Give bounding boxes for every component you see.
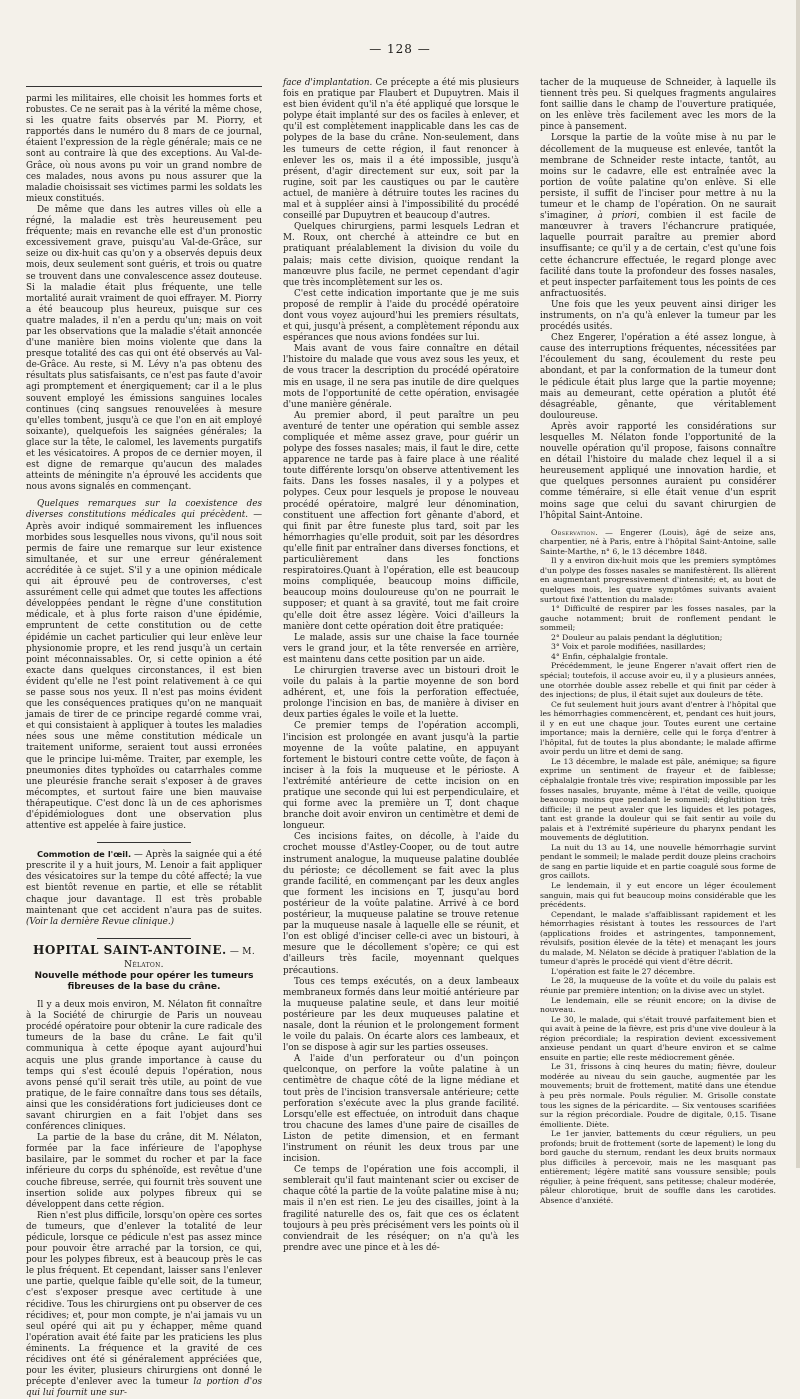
observation-paragraph: Ce fut seulement huit jours avant d'entrer à l'hôpital que les hémorrhagies commencèrent, et, pendant ces huit jours, il y en eut une chaque jour. Toutes eurent une certaine importance; mais la dernière, celle qui le força d'entrer à l'hôpital, fut de toutes la plus abondante; le malade affirme avoir perdu un litre et demi de sang. xyxy=(540,699,776,757)
observation-paragraph: Le lendemain, il y eut encore un léger écoulement sanguin, mais qui fut beaucoup moins considérable que les précédents. xyxy=(540,880,776,910)
column-3 xyxy=(540,78,777,1206)
text-run: — Après avoir indiqué sommairement les influences morbides sous lesquelles nous vivons, qu'il nous soit permis de faire une remarque sur leur existence simultanée, et sur une erreur généralement accréditée à ce sujet. S'il y a une opinion médicale qui ait éprouvé peu de controverses, c'est assurément celle qui admet que toutes les affections développées pendant le règne d'une constitution médicale, et à plus forte raison d'une épidémie, empruntent de cette constitution ou de cette épidémie un cachet particulier qui leur enlève leur physionomie propre, et les rend jusqu'à un certain point méconnaissables. Or, si cette opinion a été exacte dans quelques circonstances, il est bien évident qu'elle ne l'est point relativement à ce qui se passe sous nos yeux. Il n'est pas moins évident que les conséquences pratiques qu'on ne manquait jamais de tirer de ce principe regardé comme vrai, et qui consistaient à appliquer à toutes les maladies nées sous une même constitution médicale un traitement uniforme, seraient tout aussi erronées que le principe lui-même. Traiter, par exemple, les pneumonies dites typhoïdes ou catarrhales comme une pleurésie franche serait s'exposer à de graves mécomptes, et surtout faire une bien mauvaise thérapeutique. C'est donc là un de ces aphorismes d'épidémiologues dont une observation plus attentive est appelée à faire justice. xyxy=(26,510,262,832)
observation-paragraph: Cependant, le malade s'affaiblissant rapidement et les hémorrhagies résistant à toutes les ressources de l'art (applications froides et astringentes, tamponnement, révulsifs, position élevée de la tête) et menaçant les jours du malade, M. Nélaton se décide à pratiquer l'ablation de la tumeur d'après le procédé qui vient d'être décrit. xyxy=(540,909,776,967)
italic-run: à priori xyxy=(597,211,637,222)
paragraph: Quelques chirurgiens, parmi lesquels Ledran et M. Roux, ont cherché à atteindre ce but en pratiquant préalablement la division du voile du palais; mais cette division, quoique rendant la manœuvre plus facile, ne permet cependant d'agir que très incomplètement sur les os. xyxy=(283,222,519,288)
symptom-item: 3° Voix et parole modifiées, nasillardes; xyxy=(551,642,706,652)
symptom-item: 1° Difficulté de respirer par les fosses nasales, par la gauche notamment; bruit de ronflement pendant le sommeil; xyxy=(540,604,776,633)
text-run: Ce précepte a été mis plusieurs fois en pratique par Flaubert et Dupuytren. Mais il est bien évident qu'il n'a été appliqué que lorsque le polype était implanté sur des os faciles à enlever, et qu'il est complètement inapplicable dans les cas de polypes de la base du crâne. Non-seulement, dans les tumeurs de cette région, il faut renoncer à enlever les os, mais il a été impossible, jusqu'à présent, d'agir directement sur eux, soit par la rugine, soit par les caustiques ou par le cautère actuel, de manière à détruire toutes les racines du mal et à suppléer ainsi à l'impossibilité du procédé conseillé par Dupuytren et beaucoup d'autres. xyxy=(283,78,519,222)
paragraph xyxy=(26,499,262,832)
hospital-title: HOPITAL SAINT-ANTOINE. xyxy=(33,942,227,957)
italic-run: Quelques remarques sur la coexistence des diverses constitutions médicales qui précèdent. xyxy=(26,499,262,521)
eye-paragraph xyxy=(26,849,262,928)
observation-paragraph: Il y a environ dix-huit mois que les premiers symptômes d'un polype des fosses nasales se manifestèrent. Ils allèrent en augmentant progressivement d'intensité; et, au bout de quelques mois, les quatre symptômes suivants avaient surtout fixé l'attention du malade: xyxy=(540,556,776,604)
observation-paragraph: Le 28, la muqueuse de la voûte et du voile du palais est réunie par première intention; on la divise avec un stylet. xyxy=(540,976,776,995)
paragraph: Ce temps de l'opération une fois accompli, il semblerait qu'il faut maintenant scier ou exciser de chaque côté la partie de la voûte palatine mise à nu; mais il n'en est rien. Le jeu des cisailles, joint à la fragilité naturelle des os, fait que ces os éclatent toujours à peu près précisément vers les points où il conviendrait de les réséquer; on n'a qu'à les prendre avec une pince et à les dé- xyxy=(283,1165,519,1253)
text-run: — Après la saignée qui a été prescrite il y a huit jours, M. Lenoir a fait appliquer des vésicatoires sur la tempe du côté affecté; la vue est bientôt revenue en partie, et elle se rétablit chaque jour davantage. Il est très probable maintenant que cet accident n'aura pas de suites. xyxy=(26,850,263,916)
paragraph xyxy=(540,133,776,299)
paragraph: De même que dans les autres villes où elle a régné, la maladie est très heureusement peu fréquente; mais en revanche elle est d'un pronostic excessivement grave, puisqu'au Val-de-Grâce, sur seize ou dix-huit cas qu'on y a observés depuis deux mois, deux seulement sont guéris, et trois ou quatre se trouvent dans une convalescence assez douteuse. Si la maladie était plus fréquente, une telle mortalité aurait vraiment de quoi effrayer. M. Piorry a été beaucoup plus heureux, puisque sur ces quatre malades, il n'en a perdu qu'un; mais on voit par les observations que la maladie s'était annoncée d'une manière bien moins violente que dans la presque totalité des cas qui ont été observés au Val-de-Grâce. Au reste, si M. Lévy n'a pas obtenu des résultats plus satisfaisants, ce n'est pas faute d'avoir agi promptement et énergiquement; car il a le plus souvent employé les émissions sanguines locales continues (cinq sangsues renouvelées à mesure qu'elles tombent, jusqu'à ce que l'on en ait employé soixante), quelquefois les saignées générales; la glace sur la tête, le calomel, les lavements purgatifs et les vésicatoires. A propos de ce dernier moyen, il est digne de remarque qu'aucun des malades atteints de méningite n'a éprouvé les accidents que nous avons signalés en commençant. xyxy=(26,204,262,493)
paragraph: Au premier abord, il peut paraître un peu aventuré de tenter une opération qui semble assez compliquée et même assez grave, pour guérir un polype des fosses nasales; mais, il faut le dire, cette apparence ne tarde pas à faire place à une réalité toute différente lorsqu'on observe attentivement les faits. Dans les fosses nasales, il y a polypes et polypes. Ceux pour lesquels je propose le nouveau procédé opératoire, malgré leur dénomination, constituent une affection fort gênante d'abord, et qui finit par être funeste plus tard, soit par les hémorrhagies qu'elle produit, soit par les désordres qu'elle finit par entraîner dans diverses fonctions, et particulièrement dans les fonctions respiratoires.Quant à l'opération, elle est beaucoup moins compliquée, beaucoup moins difficile, beaucoup moins douloureuse qu'on ne pourrait le supposer; et quant à sa gravité, tout me fait croire qu'elle doit être assez légère. Voici d'ailleurs la manière dont cette opération doit être pratiquée: xyxy=(283,410,519,632)
column-2 xyxy=(283,78,519,1253)
text-run: — Engerer (Louis), âgé de seize ans, charpentier, né à Paris, entre à l'hôpital Saint-Antoine, salle Sainte-Marthe, n° 6, le 13 décembre 1848. xyxy=(540,527,776,556)
method-title: Nouvelle méthode pour opérer les tumeurs fibreuses de la base du crâne. xyxy=(34,971,254,993)
symptom-item: 4° Enfin, céphalalgie frontale. xyxy=(551,651,669,661)
top-rule xyxy=(26,86,262,87)
paragraph: Chez Engerer, l'opération a été assez longue, à cause des interruptions fréquentes, nécessitées par l'écoulement du sang, écoulement du reste peu abondant, et par la conformation de la tumeur dont le pédicule était plus large que la partie moyenne; mais au demeurant, cette opération a plutôt été désagréable, gênante, que véritablement douloureuse. xyxy=(540,333,776,421)
observation-paragraph: Le 1er janvier, battements du cœur réguliers, un peu profonds; bruit de frottement (sorte de lapement) le long du bord gauche du sternum, rendant les deux bruits normaux plus difficiles à percevoir, mais ne les masquant pas entièrement; légère matité sans voussure sensible; pouls régulier, à peine fréquent, sans petitesse; chaleur modérée, pâleur chlorotique, bruit de souffle dans les carotides. Absence d'anxiété. xyxy=(540,1129,776,1206)
paragraph: Ce premier temps de l'opération accompli, l'incision est prolongée en avant jusqu'à la partie moyenne de la voûte palatine, en appuyant fortement le bistouri contre cette voûte, de façon à inciser à la fois la muqueuse et le périoste. A l'extrémité antérieure de cette incision on en pratique une seconde qui lui est perpendiculaire, et qui forme avec la première un T, dont chaque branche doit avoir environ un centimètre et demi de longueur. xyxy=(283,721,519,832)
paragraph: Il y a deux mois environ, M. Nélaton fit connaître à la Société de chirurgie de Paris un nouveau procédé opératoire pour obtenir la cure radicale des tumeurs de la base du crâne. Le fait qu'il communiqua à cette époque ayant aujourd'hui acquis une plus grande importance à cause du temps qui s'est écoulé depuis l'opération, nous avons pensé qu'il serait très utile, au point de vue pratique, de le faire connaître dans tous ses détails, ainsi que les considérations fort judicieuses dont ce savant chirurgien en a fait l'objet dans ses conférences cliniques. xyxy=(26,1000,262,1133)
text-run: Lorsque la partie de la voûte mise à nu par le décollement de la muqueuse est enlevée, tantôt la membrane de Schneider reste intacte, tantôt, au moins sur le cadavre, elle est entraînée avec la portion de voûte palatine qu'on enlève. Si elle persiste, il suffit de l'inciser pour mettre à nu la tumeur et le champ de l'opération. On ne saurait s'imaginer, xyxy=(540,133,776,222)
page-number: — 128 — xyxy=(369,42,431,56)
observation-paragraph: Le 31, frissons à cinq heures du matin; fièvre, douleur modérée au niveau du sein gauche, augmentée par les mouvements; bruit de frottement, matité dans une étendue à peu près normale. Pouls régulier. M. Grisolle constate tous les signes de la péricardite. — Six ventouses scarifiées sur la région précordiale. Poudre de digitale, 0,15. Tisane émolliente. Diète. xyxy=(540,1062,776,1129)
observation-paragraph xyxy=(540,528,776,557)
paragraph xyxy=(26,1211,262,1399)
column-1 xyxy=(26,78,263,1399)
symptom-item: 2° Douleur au palais pendant la déglutition; xyxy=(551,632,723,642)
paragraph: A l'aide d'un perforateur ou d'un poinçon quelconque, on perfore la voûte palatine à un centimètre de chaque côté de la ligne médiane et tout près de l'incision transversale antérieure; cette perforation s'exécute avec la plus grande facilité. Lorsqu'elle est effectuée, on introduit dans chaque trou chacune des lames d'une paire de cisailles de Liston de petite dimension, et en fermant l'instrument on réunit les deux trous par une incision. xyxy=(283,1054,519,1165)
paragraph xyxy=(283,78,519,222)
observation-paragraph: Le lendemain, elle se réunit encore; on la divise de nouveau. xyxy=(540,995,776,1015)
paragraph: Tous ces temps exécutés, on a deux lambeaux membraneux formés dans leur moitié antérieure par la muqueuse palatine seule, et dans leur moitié postérieure par les deux muqueuses palatine et nasale, dont la réunion et le prolongement forment le voile du palais. On écarte alors ces lambeaux, et l'on se dispose à agir sur les parties osseuses. xyxy=(283,976,519,1054)
paragraph: Le malade, assis sur une chaise la face tournée vers le grand jour, et la tête renversée en arrière, est maintenu dans cette position par un aide. xyxy=(283,632,519,665)
observation-paragraph: Le 30, le malade, qui s'était trouvé parfaitement bien et qui avait à peine de la fièvre, est pris d'une vive douleur à la région précordiale; la respiration devient excessivement anxieuse pendant un quart d'heure environ et se calme ensuite en partie; elle reste médiocrement gênée. xyxy=(540,1014,776,1062)
paragraph: Une fois que les yeux peuvent ainsi diriger les instruments, on n'a qu'à enlever la tumeur par les procédés usités. xyxy=(540,299,776,333)
eye-ref: (Voir la dernière Revue clinique.) xyxy=(26,916,175,927)
paragraph: Ces incisions faites, on décolle, à l'aide du crochet mousse d'Astley-Cooper, ou de tout autre instrument analogue, la muqueuse palatine doublée du périoste; ce décollement se fait avec la plus grande facilité, en commençant par les deux angles que forment les incisions en T, jusqu'au bord postérieur de la voûte palatine. Arrivé à ce bord postérieur, la muqueuse palatine se trouve retenue par la muqueuse nasale à laquelle elle se réunit, et l'on est obligé d'inciser celle-ci avec un bistouri, à mesure que le décollement s'opère; ce qui est d'ailleurs très facile, moyennant quelques précautions. xyxy=(283,832,519,976)
hospital-author: — M. Nélaton. xyxy=(124,946,255,970)
paragraph: C'est cette indication importante que je me suis proposé de remplir à l'aide du procédé opératoire dont vous voyez aujourd'hui les premiers résultats, et qui, jusqu'à présent, a complètement répondu aux espérances que nous avions fondées sur lui. xyxy=(283,288,519,344)
paragraph: Mais avant de vous faire connaître en détail l'histoire du malade que vous avez sous les yeux, et de vous tracer la description du procédé opératoire mis en usage, il ne sera pas inutile de dire quelques mots de l'opportunité de cette opération, envisagée d'une manière générale. xyxy=(283,344,519,410)
observation-label: Observation. xyxy=(551,527,599,537)
paragraph: Après avoir rapporté les considérations sur lesquelles M. Nélaton fonde l'opportunité de la nouvelle opération qu'il propose, faisons connaître en détail l'histoire du malade chez lequel il a si heureusement appliqué une innovation hardie, et que quelques personnes auraient pu considérer comme téméraire, si elle était venue d'un esprit moins sage que celui du savant chirurgien de l'hôpital Saint-Antoine. xyxy=(540,421,776,521)
italic-run: face d'implantation. xyxy=(283,78,373,88)
paragraph: La partie de la base du crâne, dit M. Nélaton, formée par la face inférieure de l'apophyse basilaire, par le sommet du rocher et par la face inférieure du corps du sphénoïde, est revêtue d'une couche fibreuse, serrée, qui fournit très souvent une insertion solide aux polypes fibreux qui se développent dans cette région. xyxy=(26,1133,262,1210)
hospital-heading xyxy=(26,942,262,971)
page-edge xyxy=(796,0,800,1168)
text-run: Rien n'est plus difficile, lorsqu'on opère ces sortes de tumeurs, que d'enlever la totalité de leur pédicule, lorsque ce pédicule n'est pas assez mince pour pouvoir être arraché par la torsion, ce qui, pour les polypes fibreux, est à beaucoup près le cas le plus fréquent. Et cependant, laisser sans l'enlever une partie, quelque faible qu'elle soit, de la tumeur, c'est s'exposer presque avec certitude à une récidive. Tous les chirurgiens ont pu observer de ces récidives; et, pour mon compte, je n'ai jamais vu un seul opéré qui ait pu y échapper, même quand l'opération avait été faite par les praticiens les plus éminents. La fréquence et la gravité de ces récidives ont été si généralement appréciées que, pour les éviter, plusieurs chirurgiens ont donné le précepte d'enlever avec la tumeur xyxy=(26,1210,262,1388)
paragraph: parmi les militaires, elle choisit les hommes forts et robustes. Ce ne serait pas à la vérité la même chose, si les quatre faits observés par M. Piorry, et rapportés dans le numéro du 8 mars de ce journal, étaient l'expression de la règle générale; mais ce ne sont au contraire là que des exceptions. Au Val-de-Grâce, où nous avons pu voir un grand nombre de ces malades, nous avons pu nous assurer que la maladie choisissait ses victimes parmi les soldats les mieux constitués. xyxy=(26,94,262,204)
section-rule xyxy=(97,938,191,939)
paragraph: tacher de la muqueuse de Schneider, à laquelle ils tiennent très peu. Si quelques fragments angulaires font saillie dans le champ de l'ouverture pratiquée, on les enlève très facilement avec les mors de la pince à pansement. xyxy=(540,78,776,133)
text-run: , combien il est facile de manœuvrer à travers l'échancrure pratiquée, laquelle pourrait paraître au premier abord insuffisante; ce qu'il y a de certain, c'est qu'une fois cette échancrure effectuée, le regard plonge avec facilité dans toute la profondeur des fosses nasales, et peut inspecter parfaitement tous les points de ces anfractuosités. xyxy=(540,211,777,299)
paragraph: Le chirurgien traverse avec un bistouri droit le voile du palais à la partie moyenne de son bord adhérent, et, une fois la perforation effectuée, prolonge l'incision en bas, de manière à diviser en deux parties égales le voile et la luette. xyxy=(283,665,519,721)
observation-paragraph: Précédemment, le jeune Engerer n'avait offert rien de spécial; toutefois, il accuse avoir eu, il y a plusieurs années, une otorrhée double assez rebelle et qui finit par céder à des injections; de plus, il était sujet aux douleurs de tête. xyxy=(540,661,776,700)
italic-run: la portion d'os qui lui fournit une sur- xyxy=(26,1377,262,1399)
observation-paragraph: L'opération est faite le 27 décembre. xyxy=(551,966,696,976)
eye-label: Commotion de l'œil. xyxy=(37,849,132,860)
observation-paragraph: La nuit du 13 au 14, une nouvelle hémorrhagie survint pendant le sommeil; le malade perdit douze pleins crachoirs de sang en partie liquide et en partie coagulé sous forme de gros caillots. xyxy=(540,842,776,881)
section-rule xyxy=(97,842,191,843)
observation-block xyxy=(540,528,776,1206)
observation-paragraph: Le 13 décembre, le malade est pâle, anémique; sa figure exprime un sentiment de frayeur et de faiblesse; céphalalgie frontale très vive; respiration impossible par les fosses nasales, bruyante, même à l'état de veille, quoique beaucoup moins que pendant le sommeil; déglutition très difficile; il ne peut avaler que les liquides et les potages, tant est grande la douleur qui se fait sentir au voile du palais et à l'extrémité supérieure du pharynx pendant les mouvements de déglutition. xyxy=(540,756,776,843)
